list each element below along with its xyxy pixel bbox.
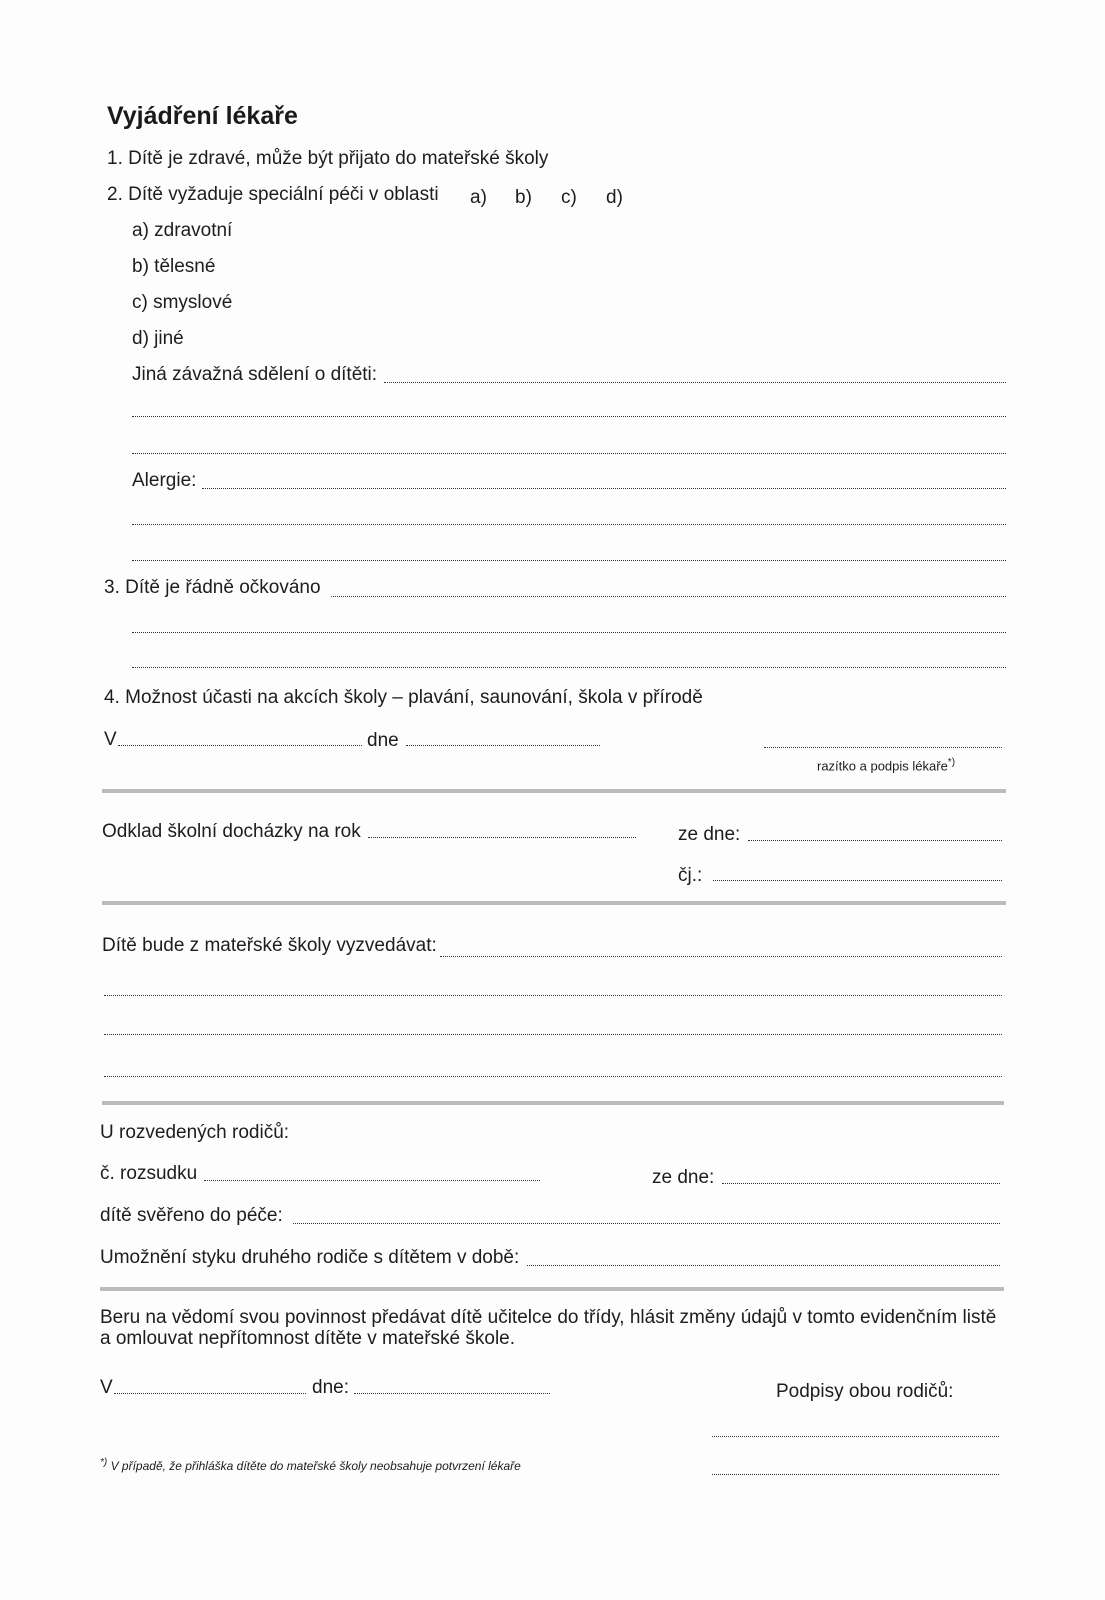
care-area-other: d) jiné bbox=[132, 328, 184, 349]
other-info-field-1[interactable] bbox=[384, 382, 1006, 383]
deferral-date-label: ze dne: bbox=[678, 824, 741, 845]
doctor-date-field[interactable] bbox=[406, 745, 600, 746]
care-choice-a[interactable]: a) bbox=[470, 187, 487, 208]
care-choice-c[interactable]: c) bbox=[561, 187, 577, 208]
section-divider-2 bbox=[102, 901, 1006, 905]
care-area-sensory: c) smyslové bbox=[132, 292, 233, 313]
contact-label: Umožnění styku druhého rodiče s dítětem v době: bbox=[100, 1247, 520, 1268]
doctor-signature-field[interactable] bbox=[764, 747, 1002, 748]
other-info-label: Jiná závažná sdělení o dítěti: bbox=[132, 364, 378, 385]
allergy-label: Alergie: bbox=[132, 470, 197, 491]
footnote: *) V případě, že přihláška dítěte do mateřské školy neobsahuje potvrzení lékaře bbox=[100, 1457, 521, 1473]
pickup-label: Dítě bude z mateřské školy vyzvedávat: bbox=[102, 935, 437, 956]
doctor-place-label: V bbox=[104, 729, 117, 750]
deferral-ref-field[interactable] bbox=[713, 880, 1002, 881]
declaration-line-1: Beru na vědomí svou povinnost předávat dítě učitelce do třídy, hlásit změny údajů v tomto evidenčním listě bbox=[100, 1307, 997, 1328]
doctor-stamp-label: razítko a podpis lékaře*) bbox=[817, 757, 956, 774]
vaccination-field-2[interactable] bbox=[132, 632, 1006, 633]
contact-field[interactable] bbox=[527, 1265, 1000, 1266]
parent-signature-field-1[interactable] bbox=[712, 1436, 999, 1437]
other-info-field-2[interactable] bbox=[132, 416, 1006, 417]
section-divider-4 bbox=[100, 1287, 1004, 1291]
pickup-field-2[interactable] bbox=[104, 995, 1002, 996]
parents-place-label: V bbox=[100, 1377, 113, 1398]
ruling-number-field[interactable] bbox=[204, 1180, 540, 1181]
item-4-school-events: 4. Možnost účasti na akcích školy – plavání, saunování, škola v přírodě bbox=[104, 687, 703, 708]
pickup-field-3[interactable] bbox=[104, 1034, 1002, 1035]
deferral-year-field[interactable] bbox=[368, 837, 636, 838]
item-1-healthy: 1. Dítě je zdravé, může být přijato do mateřské školy bbox=[107, 148, 549, 169]
vaccination-field-1[interactable] bbox=[331, 596, 1006, 597]
declaration-line-2: a omlouvat nepřítomnost dítěte v mateřské škole. bbox=[100, 1328, 516, 1349]
item-2-special-care: 2. Dítě vyžaduje speciální péči v oblasti bbox=[107, 184, 439, 205]
care-choice-d[interactable]: d) bbox=[606, 187, 623, 208]
parents-place-field[interactable] bbox=[114, 1393, 306, 1394]
parent-signature-field-2[interactable] bbox=[712, 1474, 999, 1475]
care-area-physical: b) tělesné bbox=[132, 256, 216, 277]
custody-field[interactable] bbox=[293, 1223, 1000, 1224]
vaccination-field-3[interactable] bbox=[132, 667, 1006, 668]
divorced-heading: U rozvedených rodičů: bbox=[100, 1122, 290, 1143]
care-choice-b[interactable]: b) bbox=[515, 187, 532, 208]
section-divider-1 bbox=[102, 789, 1006, 793]
allergy-field-2[interactable] bbox=[132, 524, 1006, 525]
deferral-ref-label: čj.: bbox=[678, 865, 703, 886]
other-info-field-3[interactable] bbox=[132, 453, 1006, 454]
custody-label: dítě svěřeno do péče: bbox=[100, 1205, 283, 1226]
ruling-date-field[interactable] bbox=[722, 1183, 1000, 1184]
item-3-vaccinated: 3. Dítě je řádně očkováno bbox=[104, 577, 321, 598]
deferral-date-field[interactable] bbox=[748, 840, 1002, 841]
pickup-field-4[interactable] bbox=[104, 1076, 1002, 1077]
doctor-date-label: dne bbox=[367, 730, 399, 751]
parents-date-label: dne: bbox=[312, 1377, 349, 1398]
parents-signatures-label: Podpisy obou rodičů: bbox=[776, 1381, 954, 1402]
deferral-label: Odklad školní docházky na rok bbox=[102, 821, 361, 842]
allergy-field-1[interactable] bbox=[202, 488, 1006, 489]
doctor-place-field[interactable] bbox=[118, 745, 362, 746]
care-area-health: a) zdravotní bbox=[132, 220, 233, 241]
section-divider-3 bbox=[102, 1101, 1004, 1105]
doctor-section-title: Vyjádření lékaře bbox=[107, 102, 298, 130]
allergy-field-3[interactable] bbox=[132, 560, 1006, 561]
parents-date-field[interactable] bbox=[354, 1393, 550, 1394]
ruling-number-label: č. rozsudku bbox=[100, 1163, 198, 1184]
ruling-date-label: ze dne: bbox=[652, 1167, 715, 1188]
pickup-field-1[interactable] bbox=[440, 956, 1002, 957]
